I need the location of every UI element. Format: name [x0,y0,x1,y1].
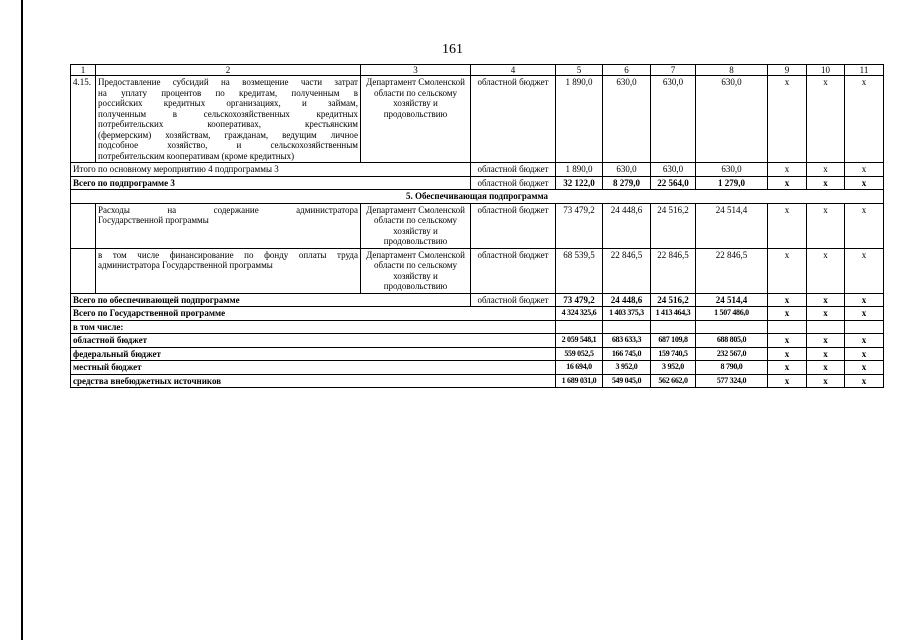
row-number [71,248,96,293]
value-col11: х [845,293,884,307]
desc-line: на уплату процентов по кредитам, полученным в [98,87,358,98]
value-col5: 32 122,0 [556,176,603,190]
value-col9: х [768,163,807,177]
value-col5: 73 479,2 [556,293,603,307]
empty-cell [651,320,696,334]
value-col6: 3 952,0 [603,361,651,375]
value-col9: х [768,76,807,163]
funding-source: областной бюджет [471,176,556,190]
vsego-program-row [71,307,884,321]
value-col8: 630,0 [696,163,768,177]
desc-line: администратора Государственной программы [98,260,273,271]
empty-cell [696,320,768,334]
header-cell: 6 [603,65,651,76]
program-funding-table [70,64,884,388]
value-col8: 577 324,0 [696,374,768,388]
value-col5: 16 694,0 [556,361,603,375]
value-col10: х [807,307,845,321]
value-col10: х [807,248,845,293]
vsego-subprogram-3-row [71,176,884,190]
value-col8: 8 790,0 [696,361,768,375]
value-col6: 1 403 375,3 [603,307,651,321]
desc-line: (фермерским) хозяйствам, гражданам, ведущим личное [98,129,358,140]
empty-cell [603,320,651,334]
header-cell: 8 [696,65,768,76]
value-col10: х [807,176,845,190]
value-col9: х [768,293,807,307]
value-col11: х [845,248,884,293]
value-col5: 1 689 031,0 [556,374,603,388]
value-col11: х [845,307,884,321]
summary-row-federal [71,347,884,361]
rashody-row [71,203,884,248]
funding-source: областной бюджет [471,203,556,248]
itogo-measure-4-row [71,163,884,177]
value-col8: 232 567,0 [696,347,768,361]
value-col9: х [768,307,807,321]
measure-description [96,248,361,293]
value-col6: 8 279,0 [603,176,651,190]
funding-source: областной бюджет [471,76,556,163]
value-col10: х [807,293,845,307]
value-col6: 549 045,0 [603,374,651,388]
header-cell: 4 [471,65,556,76]
value-col10: х [807,347,845,361]
value-col6: 24 448,6 [603,203,651,248]
value-col9: х [768,361,807,375]
department: Департамент Смоленской области по сельскому хозяйству и продовольствию [361,76,471,163]
header-cell: 2 [96,65,361,76]
value-col7: 630,0 [651,163,696,177]
value-col5: 73 479,2 [556,203,603,248]
value-col6: 22 846,5 [603,248,651,293]
value-col9: х [768,334,807,348]
value-col8: 1 279,0 [696,176,768,190]
row-label: средства внебюджетных источников [71,374,556,388]
value-col7: 22 846,5 [651,248,696,293]
page-number: 161 [442,42,463,57]
value-col9: х [768,374,807,388]
header-cell: 10 [807,65,845,76]
header-row [71,65,884,76]
empty-cell [556,320,603,334]
row-label: Всего по Государственной программе [71,307,556,321]
value-col9: х [768,347,807,361]
section-title: 5. Обеспечивающая подпрограмма [71,190,884,204]
desc-line: Государственной программы [98,215,209,226]
header-cell: 3 [361,65,471,76]
desc-line: Предоставление субсидий на возмещение части затрат [98,77,358,87]
value-col10: х [807,334,845,348]
value-col8: 24 514,4 [696,203,768,248]
header-cell: 5 [556,65,603,76]
left-margin-rule [21,0,23,640]
row-label: Всего по обеспечивающей подпрограмме [71,293,471,307]
value-col6: 166 745,0 [603,347,651,361]
value-col5: 4 324 325,6 [556,307,603,321]
value-col11: х [845,347,884,361]
summary-row-oblast [71,334,884,348]
desc-line: в том числе финансирование по фонду оплаты труда [98,249,358,260]
value-col10: х [807,203,845,248]
value-col7: 3 952,0 [651,361,696,375]
value-col6: 24 448,6 [603,293,651,307]
value-col5: 68 539,5 [556,248,603,293]
row-label: областной бюджет [71,334,556,348]
row-4-15 [71,76,884,163]
value-col10: х [807,361,845,375]
value-col7: 24 516,2 [651,203,696,248]
value-col10: х [807,374,845,388]
value-col7: 630,0 [651,76,696,163]
row-label: в том числе: [71,320,556,334]
value-col8: 24 514,4 [696,293,768,307]
value-col9: х [768,203,807,248]
value-col6: 630,0 [603,76,651,163]
v-tom-chisle-row [71,320,884,334]
row-label: Всего по подпрограмме 3 [71,176,471,190]
value-col8: 22 846,5 [696,248,768,293]
value-col7: 687 109,8 [651,334,696,348]
value-col8: 1 507 486,0 [696,307,768,321]
desc-line: потребительских кооперативах, крестьянским [98,119,358,130]
value-col7: 159 740,5 [651,347,696,361]
value-col7: 22 564,0 [651,176,696,190]
value-col11: х [845,374,884,388]
value-col11: х [845,76,884,163]
header-cell: 7 [651,65,696,76]
row-label: Итого по основному мероприятию 4 подпрограммы 3 [71,163,471,177]
desc-line: российских кредитных организациях, и займам, [98,98,358,109]
department: Департамент Смоленской области по сельскому хозяйству и продовольствию [361,248,471,293]
desc-line: Расходы на содержание администратора [98,204,358,215]
empty-cell [845,320,884,334]
value-col7: 562 662,0 [651,374,696,388]
value-col8: 630,0 [696,76,768,163]
fot-row [71,248,884,293]
value-col9: х [768,176,807,190]
value-col9: х [768,248,807,293]
value-col8: 688 805,0 [696,334,768,348]
value-col5: 2 059 548,1 [556,334,603,348]
desc-line: подсобное хозяйство, и сельскохозяйственным [98,140,358,151]
measure-description [96,203,361,248]
measure-description [96,76,361,163]
desc-line: потребительским кооперативам (кроме кредитных) [98,150,295,161]
value-col10: х [807,163,845,177]
value-col5: 559 052,5 [556,347,603,361]
funding-source: областной бюджет [471,163,556,177]
funding-source: областной бюджет [471,248,556,293]
value-col6: 630,0 [603,163,651,177]
empty-cell [807,320,845,334]
empty-cell [768,320,807,334]
header-cell: 1 [71,65,96,76]
header-cell: 11 [845,65,884,76]
value-col11: х [845,163,884,177]
value-col11: х [845,176,884,190]
value-col10: х [807,76,845,163]
header-cell: 9 [768,65,807,76]
value-col11: х [845,334,884,348]
summary-row-local [71,361,884,375]
value-col7: 1 413 464,3 [651,307,696,321]
value-col6: 683 633,3 [603,334,651,348]
desc-line: полученным в сельскохозяйственных кредитных [98,108,358,119]
row-label: местный бюджет [71,361,556,375]
value-col7: 24 516,2 [651,293,696,307]
value-col5: 1 890,0 [556,163,603,177]
row-number [71,203,96,248]
vsego-subprogram-5-row [71,293,884,307]
value-col11: х [845,203,884,248]
row-label: федеральный бюджет [71,347,556,361]
value-col5: 1 890,0 [556,76,603,163]
row-number: 4.15. [71,76,96,163]
department: Департамент Смоленской области по сельскому хозяйству и продовольствию [361,203,471,248]
section-5-header-row [71,190,884,204]
summary-row-extrabudget [71,374,884,388]
value-col11: х [845,361,884,375]
funding-source: областной бюджет [471,293,556,307]
